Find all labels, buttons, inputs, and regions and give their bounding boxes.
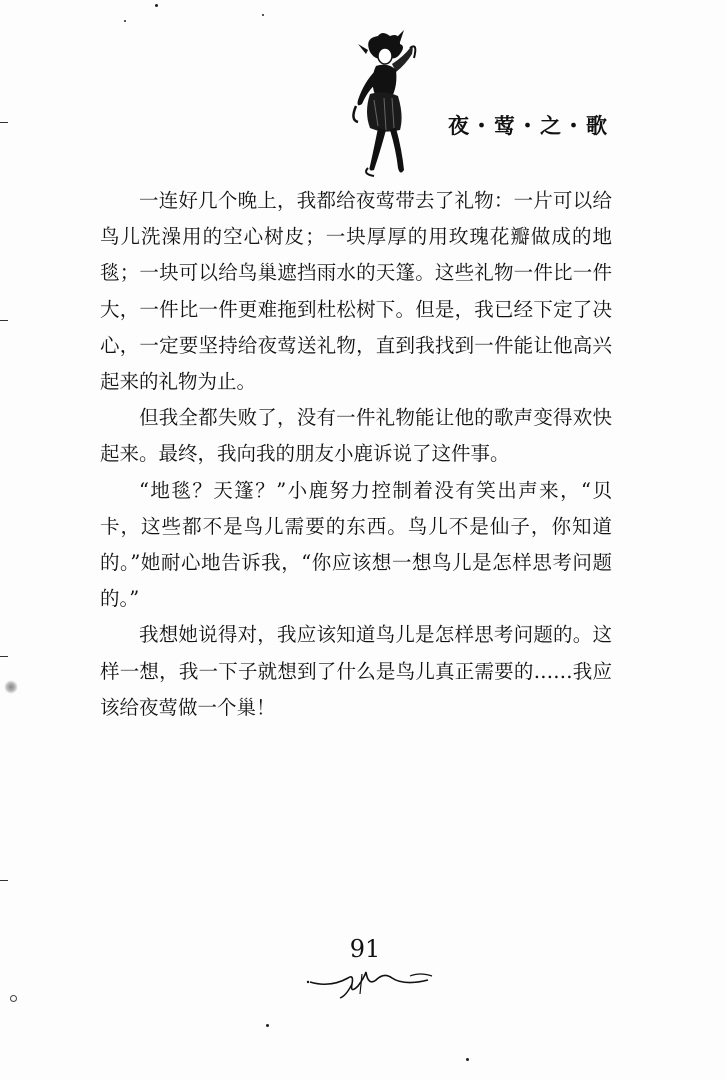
paragraph: 我想她说得对，我应该知道鸟儿是怎样思考问题的。这样一想，我一下子就想到了什么是鸟儿真正需要的……我应该给夜莺做一个巢！ (100, 623, 612, 719)
scan-speck (10, 995, 17, 1002)
fairy-figure-illustration (340, 30, 450, 180)
scan-speck (262, 14, 264, 16)
scan-speck (266, 1024, 269, 1027)
running-header-title: 夜・莺・之・歌 (448, 113, 609, 138)
scan-edge-mark (0, 320, 8, 321)
scan-smudge (4, 680, 18, 694)
scan-edge-mark (0, 880, 8, 881)
paragraph: 但我全都失败了，没有一件礼物能让他的歌声变得欢快起来。最终，我向我的朋友小鹿诉说了这件事。 (100, 406, 612, 466)
scan-speck (124, 20, 126, 22)
scan-speck (466, 1058, 469, 1061)
paragraph: “地毯？天篷？”小鹿努力控制着没有笑出声来，“贝卡，这些都不是鸟儿需要的东西。鸟儿不是仙子，你知道的。”她耐心地告诉我，“你应该想一想鸟儿是怎样思考问题的。” (100, 478, 612, 611)
scan-speck (155, 4, 158, 7)
scan-edge-mark (0, 122, 8, 123)
paragraph: 一连好几个晚上，我都给夜莺带去了礼物：一片可以给鸟儿洗澡用的空心树皮；一块厚厚的用玫瑰花瓣做成的地毯；一块可以给鸟巢遮挡雨水的天篷。这些礼物一件比一件大，一件比一件更难拖到杜松树下。但是，我已经下定了决心，一定要坚持给夜莺送礼物，直到我找到一件能让他高兴起来的礼物为止。 (100, 189, 612, 394)
body-text (100, 183, 612, 726)
flourish-ornament-icon (300, 960, 440, 1000)
scan-edge-mark (0, 656, 8, 657)
page-number: 91 (349, 935, 381, 963)
